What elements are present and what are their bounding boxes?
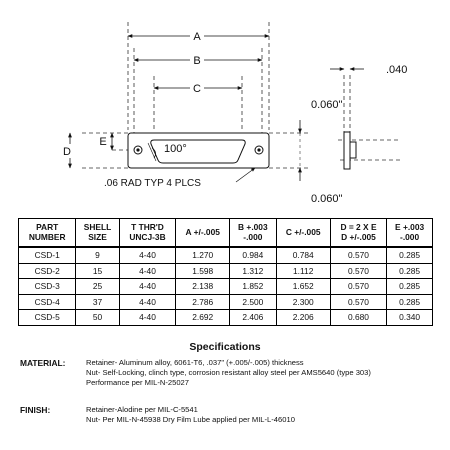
material-label: MATERIAL: — [20, 358, 66, 368]
table-cell: 2.206 — [276, 310, 330, 326]
dim-e-label: E — [99, 136, 107, 148]
column-header-line: NUMBER — [28, 231, 66, 242]
table-cell: 0.285 — [387, 247, 433, 263]
table-cell: 2.300 — [276, 294, 330, 310]
table-cell: 1.652 — [276, 279, 330, 295]
table-cell: 4-40 — [119, 247, 176, 263]
table-cell: 0.570 — [330, 279, 386, 295]
table-cell: 0.570 — [330, 247, 386, 263]
table-cell: 15 — [76, 263, 119, 279]
table-cell: 2.692 — [176, 310, 230, 326]
column-header-line: D +/-.005 — [341, 231, 376, 242]
technical-drawing — [0, 0, 450, 215]
column-header-line: D = 2 X E — [340, 222, 377, 232]
table-cell: 1.312 — [230, 263, 276, 279]
table-header-row — [19, 219, 433, 248]
table-cell: 1.112 — [276, 263, 330, 279]
column-header — [176, 219, 230, 248]
dimension-e — [99, 133, 112, 150]
table-cell: CSD-2 — [19, 263, 76, 279]
material-line: Nut- Self-Locking, clinch type, corrosion resistant alloy steel per AMS5640 (type 303) — [86, 368, 371, 378]
column-header — [330, 219, 386, 248]
column-header-line: PART — [36, 222, 59, 232]
column-header-line: -.000 — [243, 231, 263, 242]
table-cell: 4-40 — [119, 263, 176, 279]
table-row — [19, 263, 433, 279]
material-line: Retainer- Aluminum alloy, 6061-T6, .037" (+.005/-.005) thickness — [86, 358, 304, 367]
column-header — [276, 219, 330, 248]
table-cell: 2.500 — [230, 294, 276, 310]
table-cell: 4-40 — [119, 294, 176, 310]
column-header-line: E +.003 — [395, 222, 425, 232]
table-row — [19, 247, 433, 263]
column-header — [230, 219, 276, 248]
column-header-line: SHELL — [83, 222, 112, 232]
table-cell: CSD-1 — [19, 247, 76, 263]
column-header — [387, 219, 433, 248]
table-cell: 0.340 — [387, 310, 433, 326]
table-cell: 1.598 — [176, 263, 230, 279]
column-header-line: B +.003 — [238, 222, 268, 232]
column-header-line: -.000 — [400, 231, 420, 242]
angle-label: 100° — [164, 143, 187, 155]
table-cell: 0.570 — [330, 263, 386, 279]
table-cell: CSD-4 — [19, 294, 76, 310]
column-header — [76, 219, 119, 248]
table-cell: 2.406 — [230, 310, 276, 326]
column-header — [19, 219, 76, 248]
dimension-c — [154, 81, 242, 95]
column-header-line: SIZE — [88, 231, 107, 242]
table-cell: 0.570 — [330, 294, 386, 310]
table-cell: 50 — [76, 310, 119, 326]
retainer-plate — [128, 133, 269, 168]
finish-text — [86, 405, 446, 425]
dim-b-label: B — [193, 55, 201, 67]
material-text — [86, 358, 446, 389]
material-line: Performance per MIL-N-25027 — [86, 378, 189, 388]
table-cell: CSD-5 — [19, 310, 76, 326]
dimension-b — [134, 53, 262, 67]
table-row — [19, 310, 433, 326]
gap-dimensions — [300, 99, 343, 205]
table-cell: 4-40 — [119, 279, 176, 295]
table-row — [19, 294, 433, 310]
table-cell: 25 — [76, 279, 119, 295]
table-cell: CSD-3 — [19, 279, 76, 295]
dim-d-label: D — [63, 146, 71, 158]
column-header-line: T THR'D — [131, 222, 164, 232]
table-cell: 0.285 — [387, 263, 433, 279]
column-header — [119, 219, 176, 248]
column-header-line: C +/-.005 — [285, 226, 321, 237]
dim-a-label: A — [193, 31, 201, 43]
thickness-label: .040 — [386, 64, 408, 76]
dimension-a — [128, 29, 269, 43]
gap-top-label: 0.060" — [311, 99, 343, 111]
finish-line: Retainer-Alodine per MIL-C-5541 — [86, 405, 198, 414]
dim-c-label: C — [193, 83, 201, 95]
dimension-table — [18, 218, 433, 326]
column-header-line: UNCJ-3B — [129, 231, 166, 242]
table-cell: 0.784 — [276, 247, 330, 263]
rad-note: .06 RAD TYP 4 PLCS — [104, 178, 201, 189]
finish-label: FINISH: — [20, 405, 51, 415]
table-cell: 1.270 — [176, 247, 230, 263]
table-cell: 37 — [76, 294, 119, 310]
dimension-d — [62, 133, 76, 168]
table-cell: 2.138 — [176, 279, 230, 295]
table-cell: 4-40 — [119, 310, 176, 326]
table-cell: 0.680 — [330, 310, 386, 326]
table-cell: 1.852 — [230, 279, 276, 295]
table-cell: 2.786 — [176, 294, 230, 310]
side-view — [330, 64, 407, 169]
table-cell: 9 — [76, 247, 119, 263]
column-header-line: A +/-.005 — [185, 226, 220, 237]
finish-line: Nut- Per MIL-N-45938 Dry Film Lube applied per MIL-L-46010 — [86, 415, 295, 425]
gap-bottom-label: 0.060" — [311, 193, 343, 205]
table-cell: 0.285 — [387, 279, 433, 295]
table-cell: 0.285 — [387, 294, 433, 310]
table-cell: 0.984 — [230, 247, 276, 263]
specifications-title: Specifications — [189, 341, 261, 353]
table-row — [19, 279, 433, 295]
